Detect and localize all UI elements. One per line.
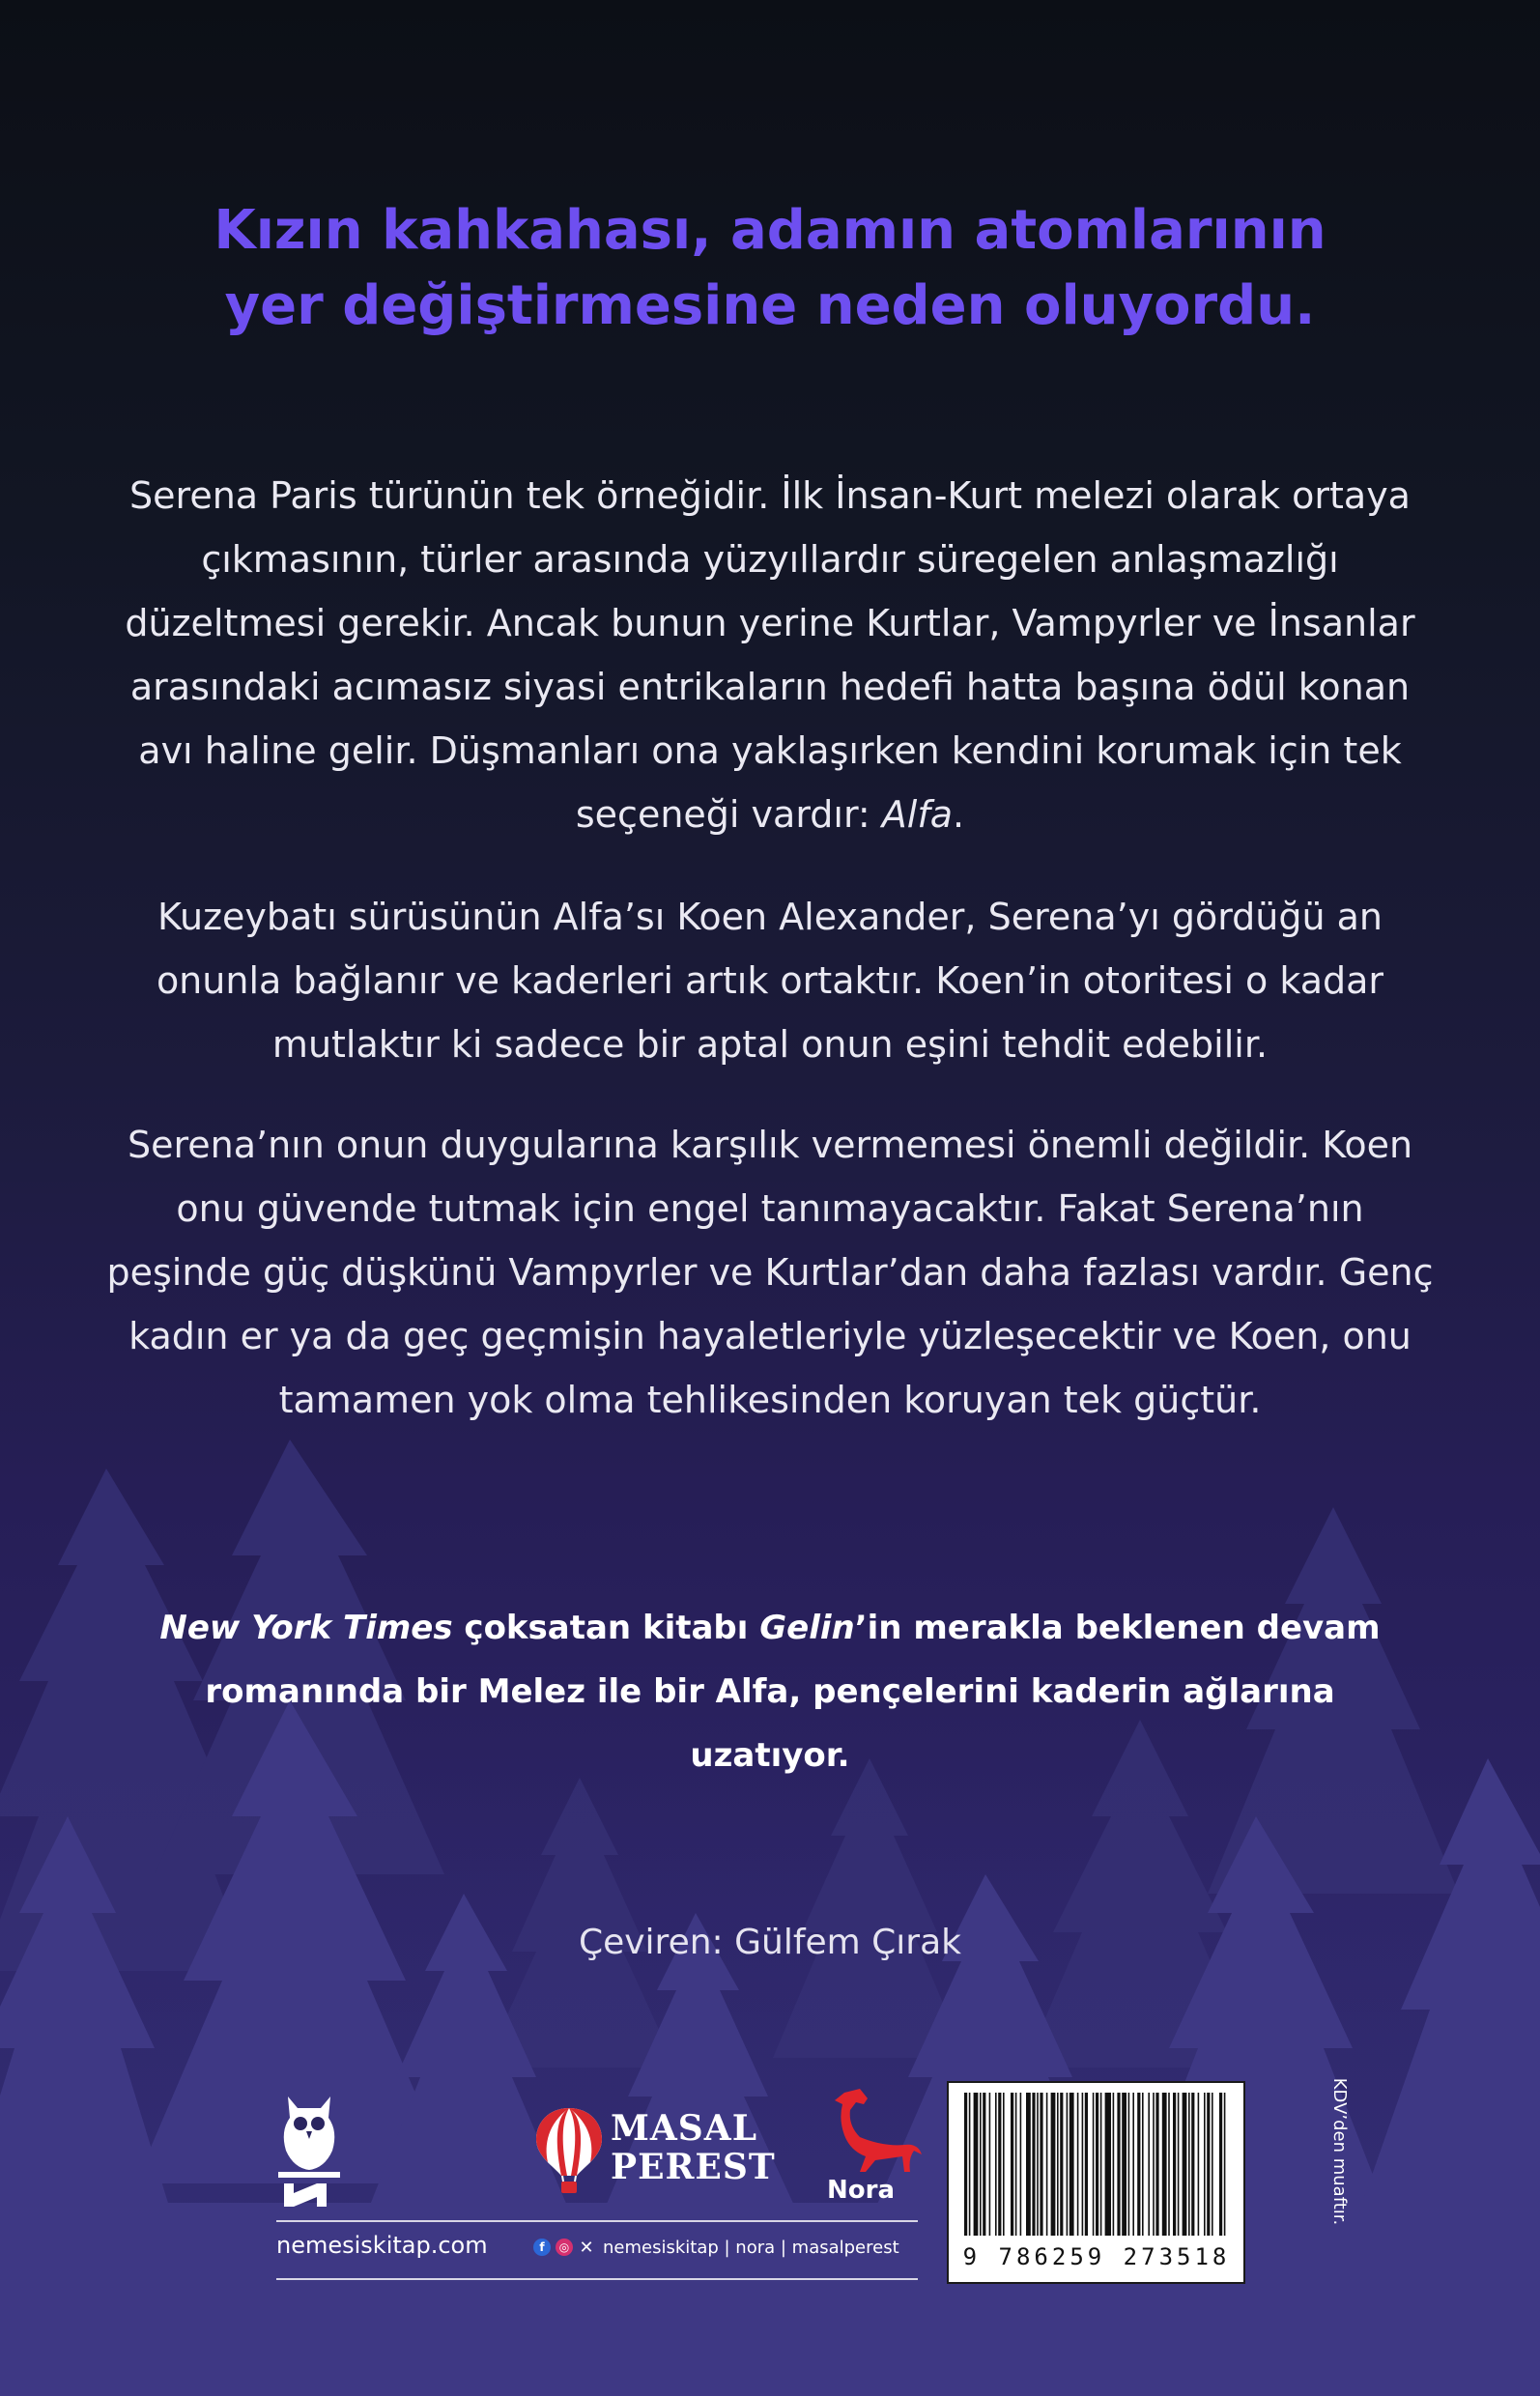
barcode-bar (1003, 2093, 1005, 2236)
barcode-bar (1051, 2093, 1056, 2236)
barcode-icon (964, 2093, 1227, 2236)
vat-exempt-note: KDV’den muaftır. (1329, 2077, 1350, 2226)
translator-credit: Çeviren: Gülfem Çırak (578, 1923, 962, 1962)
teaser (145, 1596, 1395, 1787)
barcode-bar (969, 2093, 971, 2236)
barcode-bar (1155, 2093, 1158, 2236)
masalperest-logo-text (611, 2109, 776, 2186)
teaser-text-1: çoksatan kitabı (452, 1609, 760, 1647)
barcode-bar (989, 2093, 991, 2236)
barcode-bar (1011, 2093, 1013, 2236)
barcode-bar (1113, 2093, 1115, 2236)
hot-air-balloon-icon (534, 2106, 604, 2197)
tagline-line-1: Kızın kahkahası, adamın atomlarının (214, 199, 1326, 262)
gelin-italic: Gelin (759, 1609, 855, 1647)
ground (0, 2203, 1540, 2396)
masal-logo-line-2: PEREST (611, 2147, 776, 2187)
instagram-icon: ◎ (556, 2239, 573, 2256)
x-icon: ✕ (579, 2237, 594, 2258)
owl-icon (271, 2089, 348, 2211)
footer-divider-top (276, 2220, 918, 2222)
barcode-bar (1057, 2093, 1059, 2236)
barcode-bar (974, 2093, 979, 2236)
barcode-bar (1207, 2093, 1210, 2236)
barcode-bar (1142, 2093, 1144, 2236)
footer-divider-bottom (276, 2278, 918, 2280)
barcode-bar (980, 2093, 982, 2236)
barcode-bar (983, 2093, 985, 2236)
barcode-bar (1173, 2093, 1176, 2236)
barcode-bar (1204, 2093, 1206, 2236)
tagline-line-2: yer değiştirmesine neden oluyordu. (224, 274, 1316, 337)
barcode-bar (1153, 2093, 1155, 2236)
barcode-bar (1132, 2093, 1134, 2236)
barcode-bar (998, 2093, 1001, 2236)
barcode-bar (1020, 2093, 1022, 2236)
barcode-panel (947, 2081, 1245, 2284)
barcode-bar (1178, 2093, 1180, 2236)
blurb-paragraph-1-text: Serena Paris türünün tek örneğidir. İlk İnsan-Kurt melezi olarak ortaya çıkmasının, türler arasında yüzyıllardır süregelen anlaşmazlığı düzeltmesi gerekir. Ancak bunun yerine Kurtlar, Vampyrler ve İnsanlar arasındaki acımasız siyasi entrikaların hedefi hatta başına ödül konan avı haline gelir. Düşmanları ona yaklaşırken kendini korumak için tek seçeneği vardır: (125, 474, 1415, 836)
barcode-bar (1067, 2093, 1069, 2236)
barcode-bar (1191, 2093, 1194, 2236)
barcode-bar (1168, 2093, 1170, 2236)
barcode-bar (995, 2093, 997, 2236)
blurb-paragraph-1 (106, 464, 1434, 846)
barcode-bar (1100, 2093, 1102, 2236)
nyt-italic: New York Times (159, 1609, 453, 1647)
social-handles: nemesiskitap | nora | masalperest (603, 2237, 899, 2258)
barcode-bar (1082, 2093, 1084, 2236)
facebook-icon: f (533, 2239, 551, 2256)
barcode-bar (1037, 2093, 1039, 2236)
barcode-bar (1026, 2093, 1031, 2236)
barcode-bar (1219, 2093, 1222, 2236)
alfa-italic: Alfa (881, 793, 954, 836)
blurb-paragraph-1-end: . (953, 793, 965, 836)
social-links (533, 2236, 899, 2259)
barcode-bar (1212, 2093, 1213, 2236)
barcode-bar (1096, 2093, 1098, 2236)
barcode-bar (1122, 2093, 1126, 2236)
barcode-bar (1105, 2093, 1111, 2236)
barcode-bar (964, 2093, 967, 2236)
barcode-bar (1224, 2093, 1226, 2236)
barcode-bar (1093, 2093, 1095, 2236)
masal-logo-line-1: MASAL (611, 2108, 758, 2149)
barcode-bar (1046, 2093, 1048, 2236)
barcode-bar (1015, 2093, 1017, 2236)
barcode-bar (1137, 2093, 1140, 2236)
barcode-bar (1198, 2093, 1200, 2236)
barcode-bar (1060, 2093, 1063, 2236)
isbn-number: 9 786259 273518 (962, 2243, 1231, 2270)
blurb-paragraph-2: Kuzeybatı sürüsünün Alfa’sı Koen Alexander, Serena’yı gördüğü an onunla bağlanır ve kaderleri artık ortaktır. Koen’in otoritesi o kadar mutlaktır ki sadece bir aptal onun eşini tehdit edebilir. (156, 896, 1384, 1066)
teaser-text-2: ’in merakla beklenen devam romanında bir Melez ile bir Alfa, pençelerini kaderin ağlarına uzatıyor. (205, 1609, 1381, 1775)
barcode-bar (1148, 2093, 1150, 2236)
barcode-bar (1069, 2093, 1074, 2236)
website-url: nemesiskitap.com (276, 2232, 488, 2259)
barcode-bar (1040, 2093, 1042, 2236)
barcode-bar (1117, 2093, 1120, 2236)
tagline (0, 193, 1540, 344)
blurb-paragraph-3: Serena’nın onun duygularına karşılık vermemesi önemli değildir. Koen onu güvende tutmak için engel tanımayacaktır. Fakat Serena’nın peşinde güç düşkünü Vampyrler ve Kurtlar’dan daha fazlası vardır. Genç kadın er ya da geç geçmişin hayaletleriyle yüzleşecektir ve Koen, onu tamamen yok olma tehlikesinden koruyan tek güçtür. (106, 1124, 1434, 1421)
barcode-bar (1085, 2093, 1088, 2236)
barcode-bar (1077, 2093, 1079, 2236)
barcode-bar (1128, 2093, 1130, 2236)
barcode-bar (1162, 2093, 1167, 2236)
barcode-bar (1188, 2093, 1190, 2236)
barcode-bar (1183, 2093, 1187, 2236)
nora-logo-text: Nora (827, 2176, 895, 2205)
barcode-bar (1032, 2093, 1035, 2236)
